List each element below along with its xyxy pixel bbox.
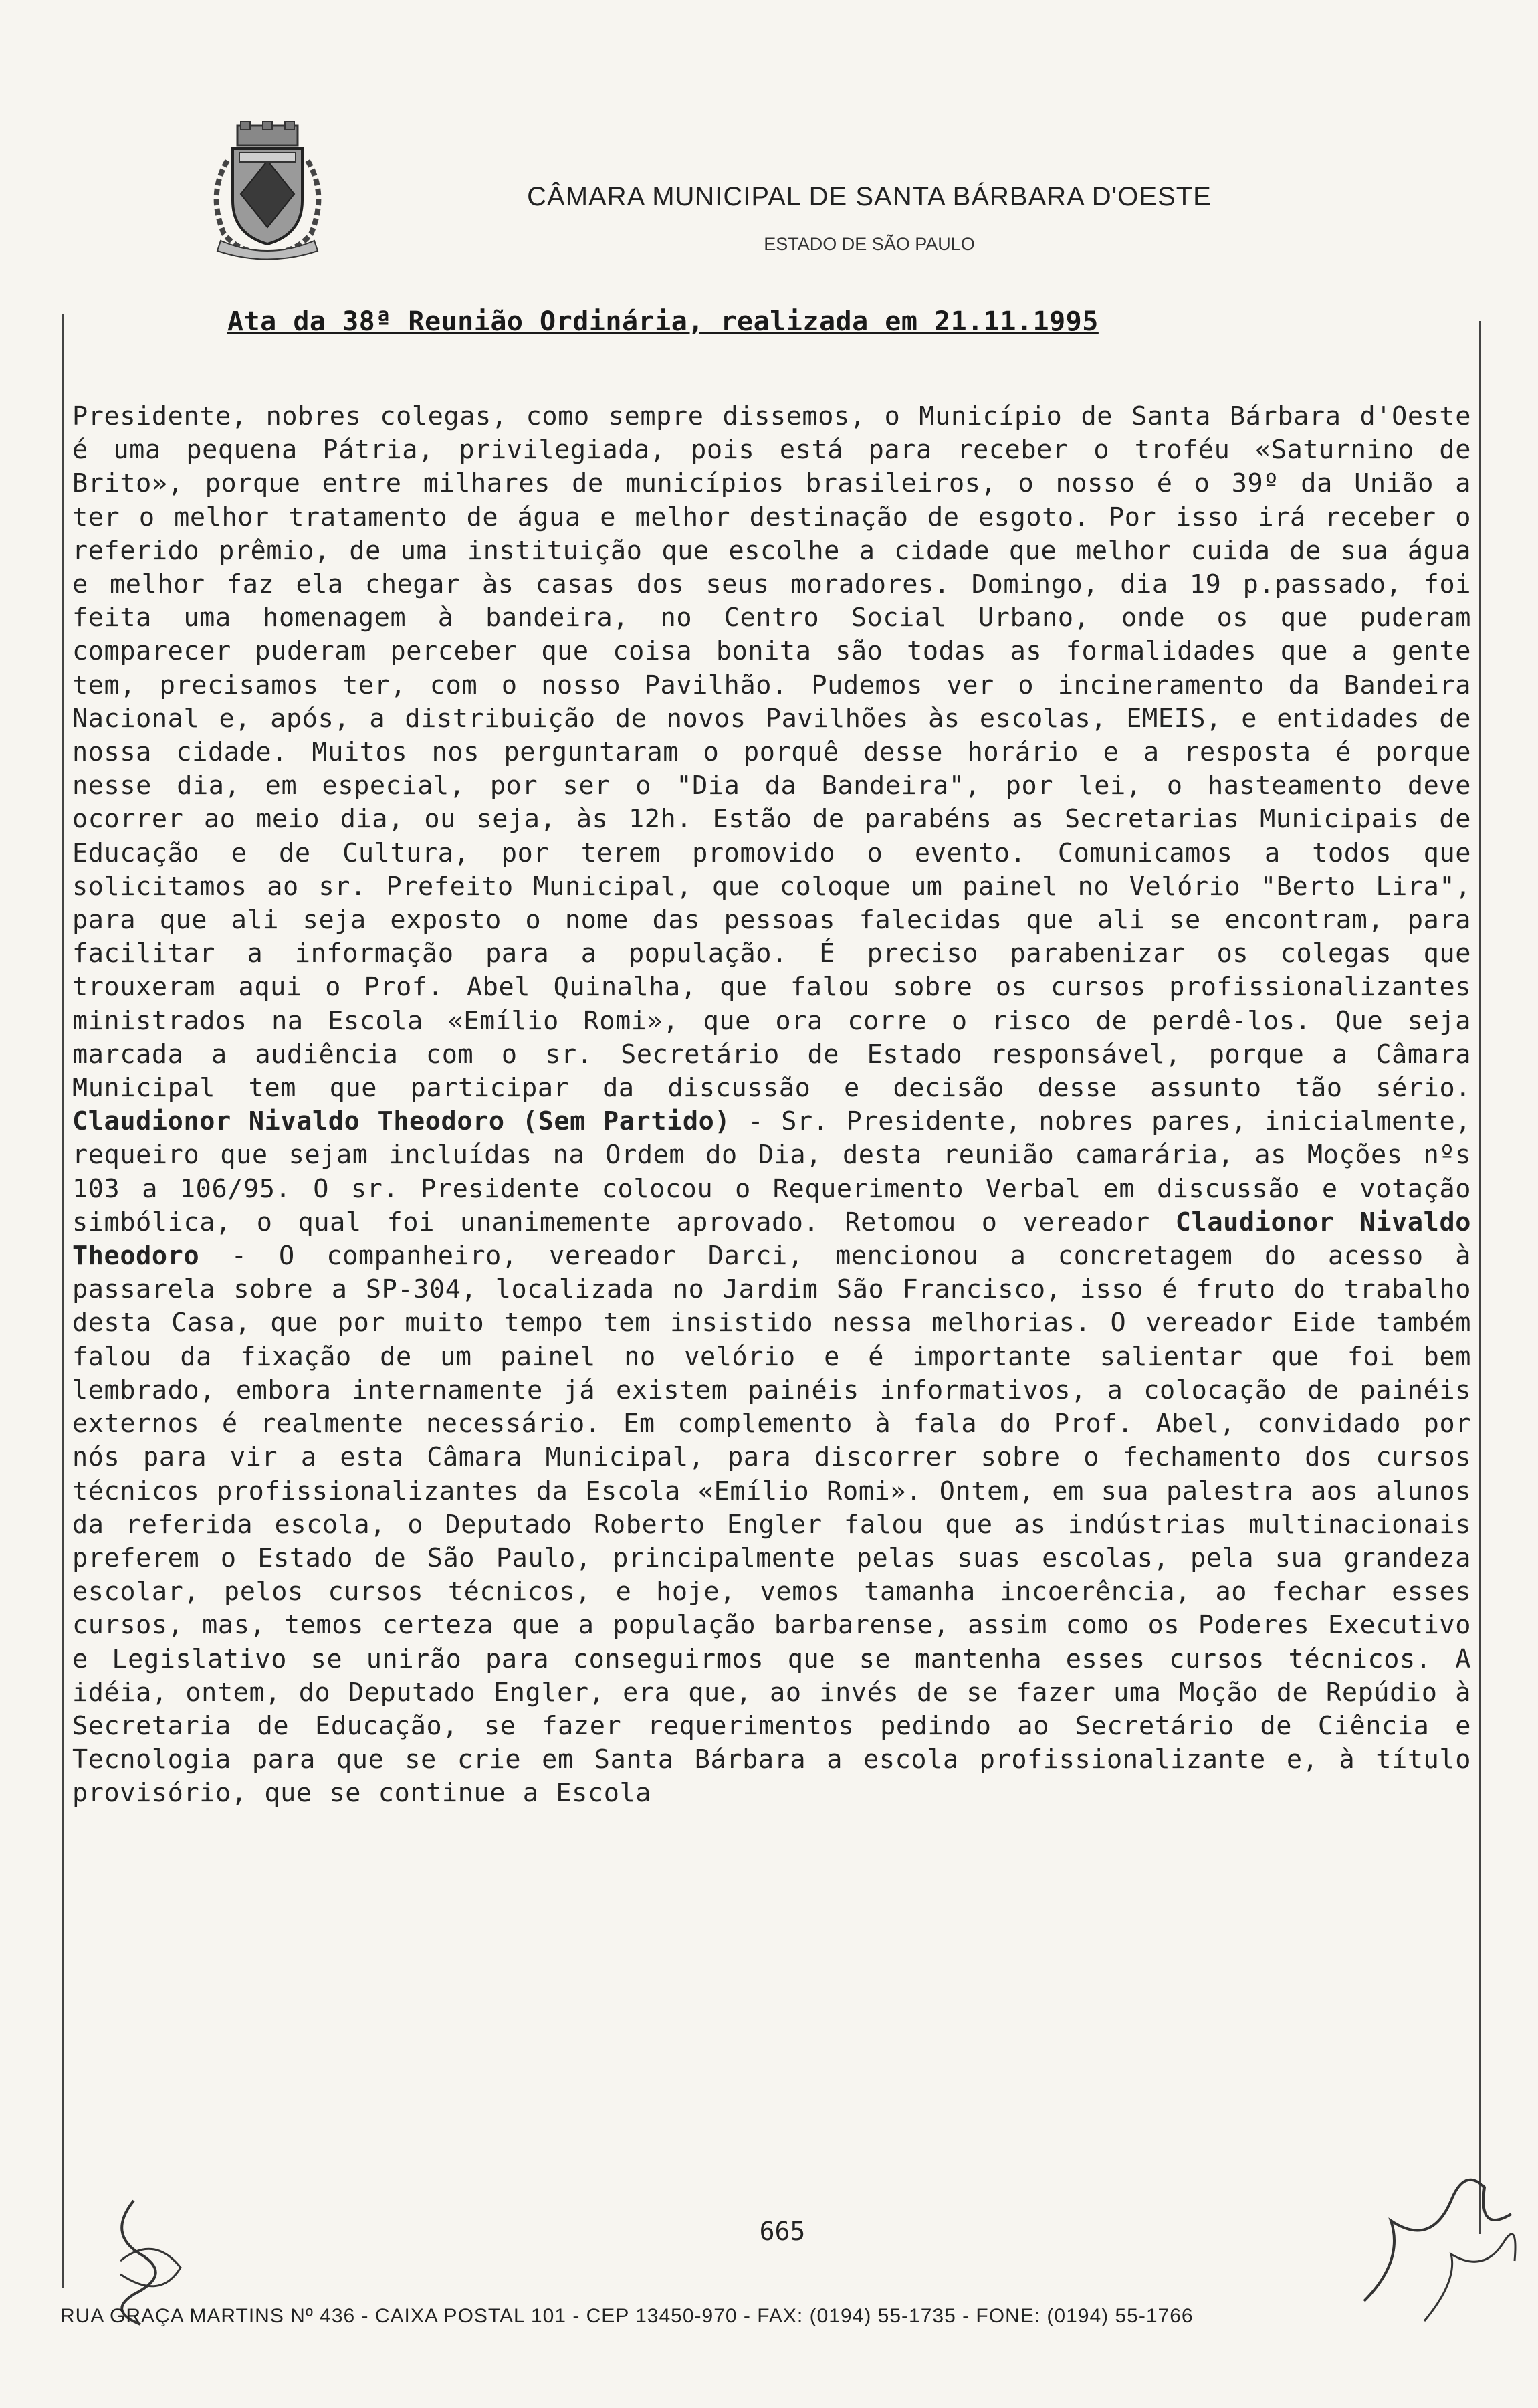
handwritten-signature-right <box>1351 2127 1525 2328</box>
chamber-name: CÂMARA MUNICIPAL DE SANTA BÁRBARA D'OESTE <box>527 182 1212 211</box>
body-text-segment: - Sr. Presidente, nobres pares, inicialmente, requeiro que sejam incluídas na Ordem do Dia, desta reunião camarária, as Moções nºs 103 a 106/95. O sr. Presidente colocou o Requerimento Verbal em discussão e votação simbólica, o qual foi unanimemente aprovado. Retomou o vereador <box>72 1106 1471 1237</box>
state-name: ESTADO DE SÃO PAULO <box>764 234 975 254</box>
body-text-segment: Presidente, nobres colegas, como sempre dissemos, o Município de Santa Bárbara d'Oeste é uma pequena Pátria, privilegiada, pois está para receber o troféu «Saturnino de Brito», porque entre milhares de municípios brasileiros, o nosso é o 39º da União a ter o melhor tratamento de água e melhor destinação de esgoto. Por isso irá receber o referido prêmio, de uma instituição que escolhe a cidade que melhor cuida de sua água e melhor faz ela chegar às casas dos seus moradores. Domingo, dia 19 p.passado, foi feita uma homenagem à bandeira, no Centro Social Urbano, onde os que puderam comparecer puderam perceber que coisa bonita são todas as formalidades que a gente tem, precisamos ter, com o nosso Pavilhão. Pudemos ver o incineramento da Bandeira Nacional e, após, a distribuição de novos Pavilhões às escolas, EMEIS, e entidades de nossa cidade. Muitos nos perguntaram o porquê desse horário e a resposta é porque nesse dia, em especial, por ser o "Dia da Bandeira", por lei, o hasteamento deve ocorrer ao meio dia, ou seja, às 12h. Estão de parabéns as Secretarias Municipais de Educação e de Cultura, por terem promovido o evento. Comunicamos a todos que solicitamos ao sr. Prefeito Municipal, que coloque um painel no Velório "Berto Lira", para que ali seja exposto o nome das pessoas falecidas que ali se encontram, para facilitar a informação para a população. É preciso parabenizar os colegas que trouxeram aqui o Prof. Abel Quinalha, que falou sobre os cursos profissionalizantes ministrados na Escola «Emílio Romi», que ora corre o risco de perdê-los. Que seja marcada a audiência com o sr. Secretário de Estado responsável, porque a Câmara Municipal tem que participar da discussão e decisão desse assunto tão sério. <box>72 401 1471 1104</box>
speaker-name: Claudionor Nivaldo Theodoro <box>72 1207 1471 1272</box>
left-margin-rule <box>62 314 64 2288</box>
page-number: 665 <box>759 2217 806 2246</box>
speaker-name: Claudionor Nivaldo Theodoro (Sem Partido) <box>72 1106 731 1137</box>
municipal-coat-of-arms-icon <box>201 120 334 261</box>
right-margin-rule <box>1479 321 1481 2234</box>
footer-address: RUA GRAÇA MARTINS Nº 436 - CAIXA POSTAL 101 - CEP 13450-970 - FAX: (0194) 55-1735 - FONE: (0194) 55-1766 <box>60 2305 1194 2327</box>
body-text-segment: - O companheiro, vereador Darci, mencionou a concretagem do acesso à passarela sobre a SP-304, localizada no Jardim São Francisco, isso é fruto do trabalho desta Casa, que por muito tempo tem insistido nessa melhorias. O vereador Eide também falou da fixação de um painel no velório e é importante salientar que foi bem lembrado, embora internamente já existem painéis informativos, a colocação de painéis externos é realmente necessário. Em complemento à fala do Prof. Abel, convidado por nós para vir a esta Câmara Municipal, para discorrer sobre o fechamento dos cursos técnicos profissionalizantes da Escola «Emílio Romi». Ontem, em sua palestra aos alunos da referida escola, o Deputado Roberto Engler falou que as indústrias multinacionais preferem o Estado de São Paulo, principalmente pelas suas escolas, pela sua grandeza escolar, pelos cursos técnicos, e hoje, vemos tamanha incoerência, ao fechar esses cursos, mas, temos certeza que a população barbarense, assim como os Poderes Executivo e Legislativo se unirão para conseguirmos que se mantenha esses cursos técnicos. A idéia, ontem, do Deputado Engler, era que, ao invés de se fazer uma Moção de Repúdio à Secretaria de Educação, se fazer requerimentos pedindo ao Secretário de Ciência e Tecnologia para que se crie em Santa Bárbara a escola profissionalizante e, à título provisório, que se continue a Escola <box>72 1241 1471 1809</box>
minutes-body <box>72 400 1471 1811</box>
body-paragraph <box>72 400 1471 1811</box>
minutes-title: Ata da 38ª Reunião Ordinária, realizada em 21.11.1995 <box>227 306 1099 337</box>
